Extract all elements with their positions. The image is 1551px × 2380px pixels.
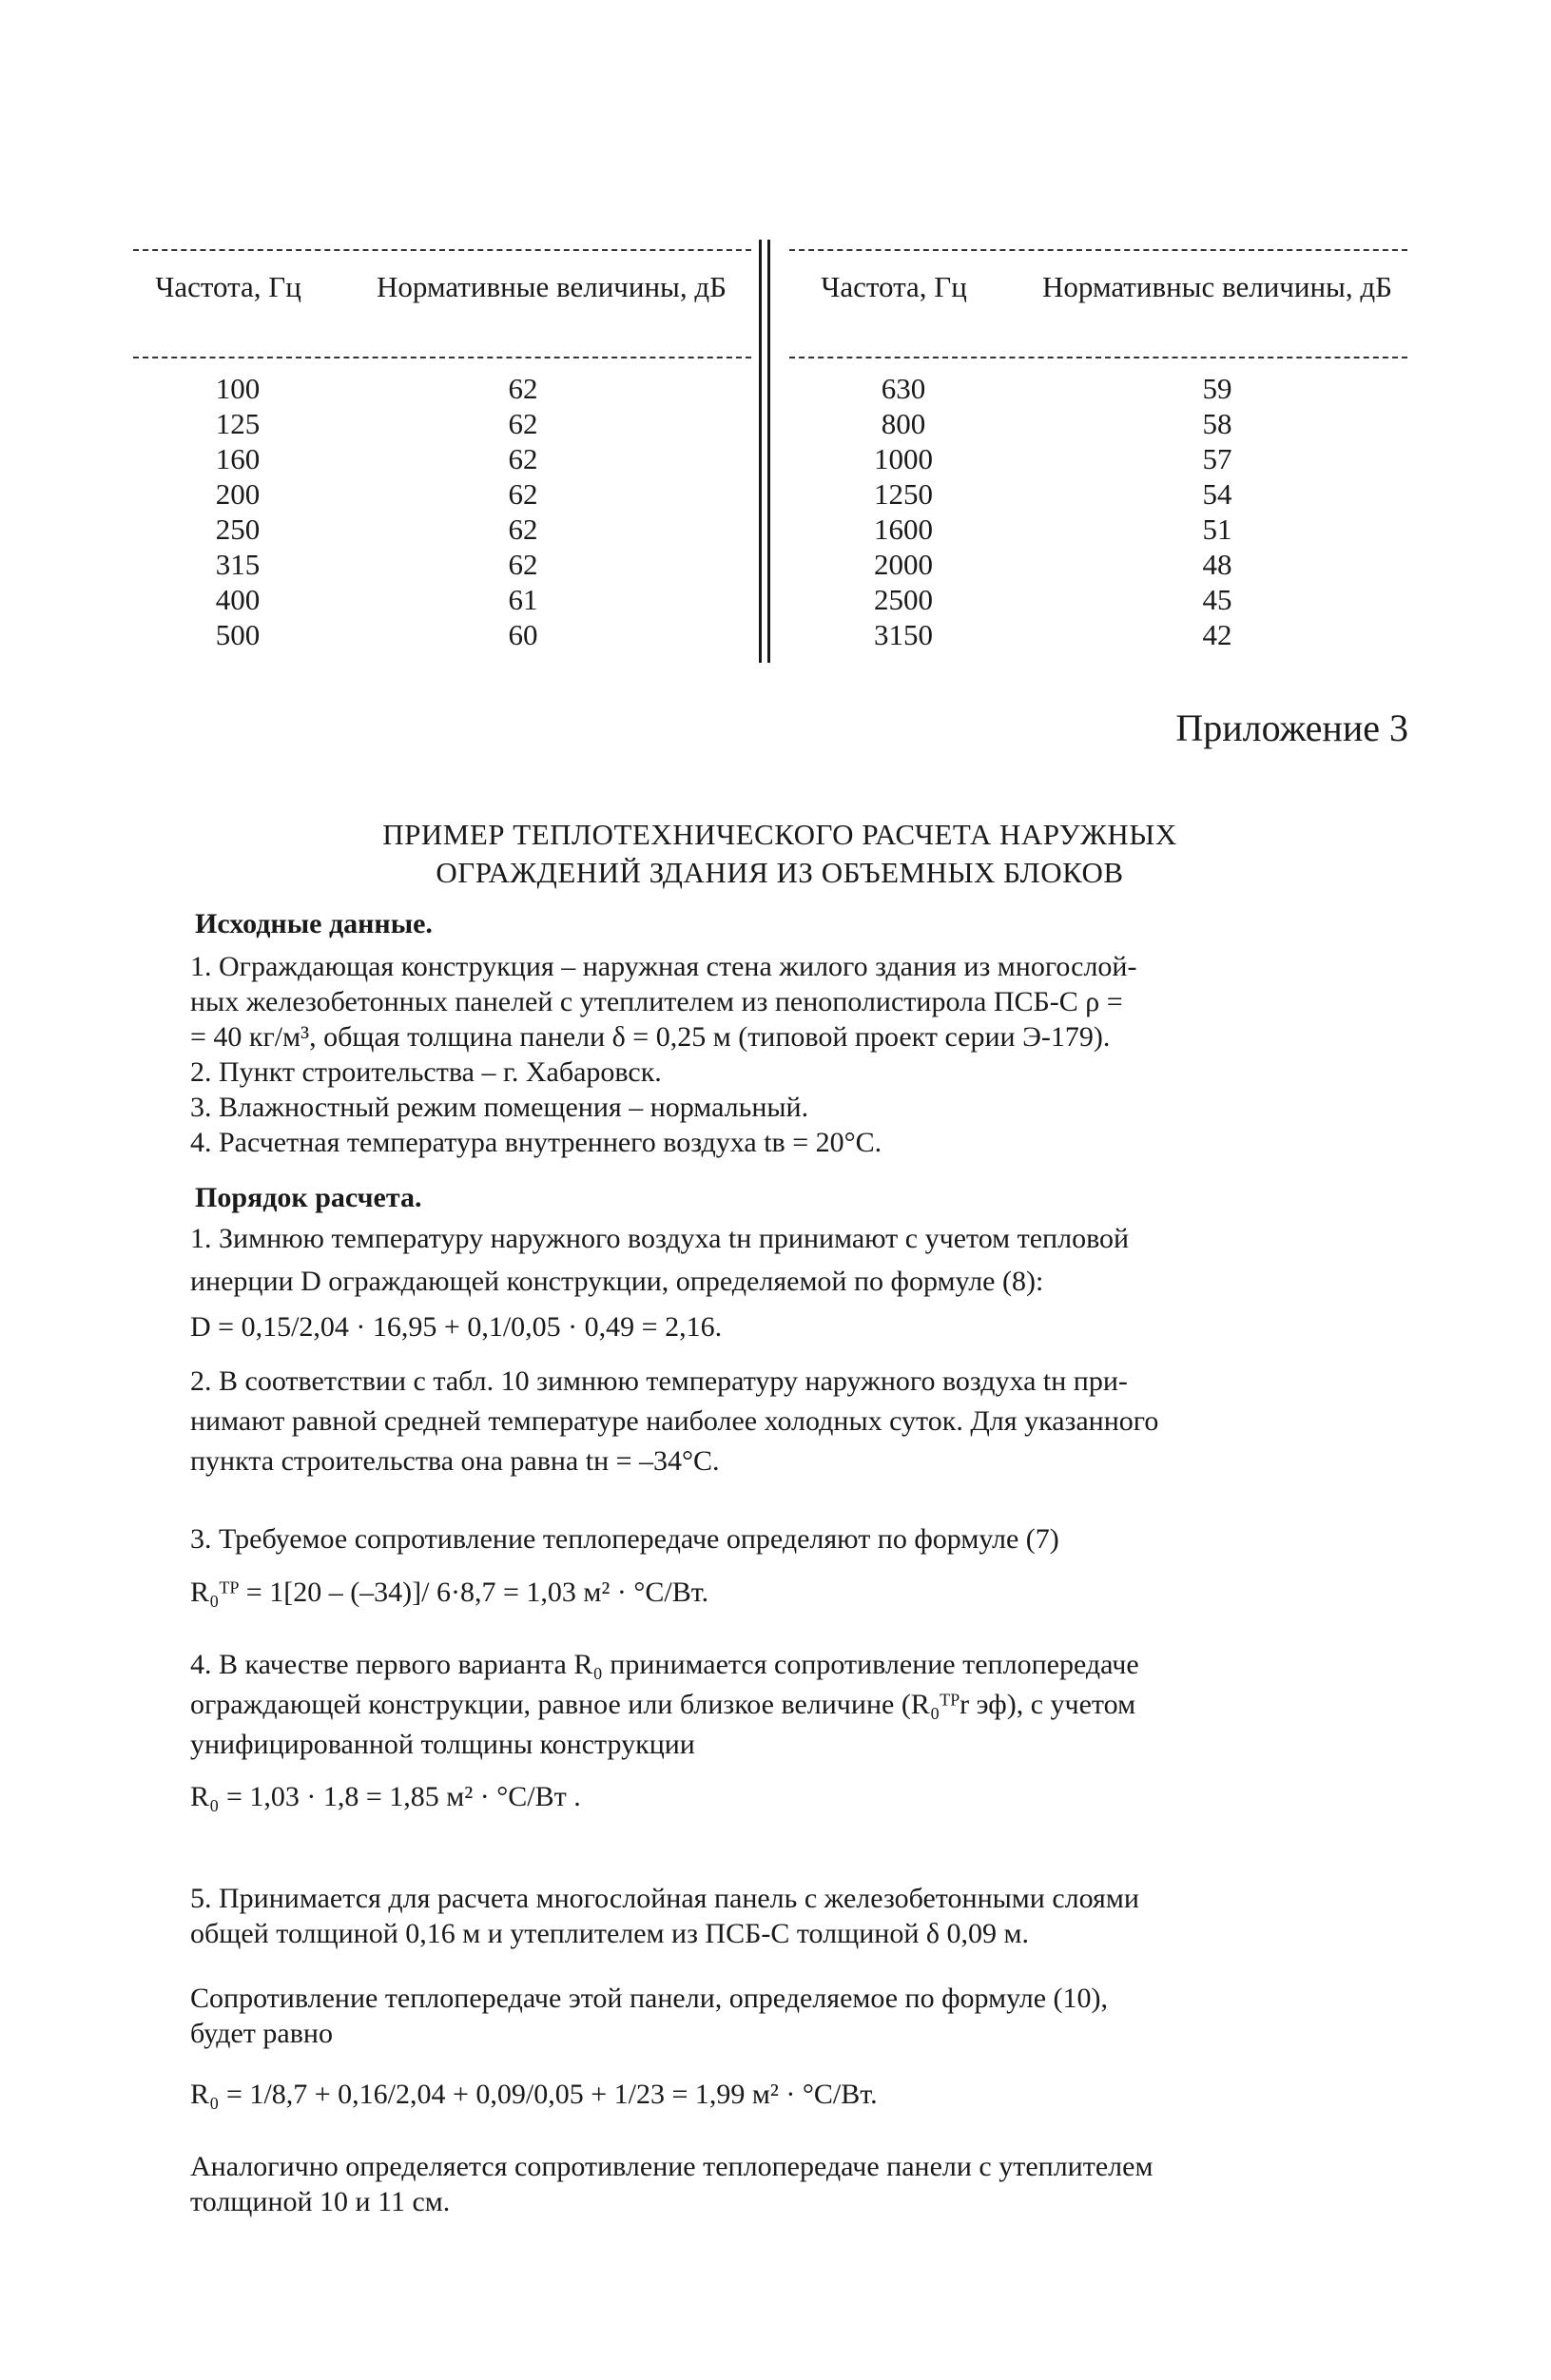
table-cell: 125 xyxy=(215,407,261,440)
list-item: 1. Ограждающая конструкция – наружная стена жилого здания из многослой- xyxy=(190,951,1137,982)
table-cell: 1000 xyxy=(874,442,933,475)
text-line: 2. В соответствии с табл. 10 зимнюю температуру наружного воздуха tн при- xyxy=(190,1365,1128,1397)
list-item: ных железобетонных панелей с утеплителем из пенополистирола ПСБ-С ρ = xyxy=(190,986,1123,1017)
table-cell: 500 xyxy=(215,618,261,651)
appendix-label: Приложение 3 xyxy=(1175,706,1408,749)
table-cell: 800 xyxy=(881,407,926,440)
table-header-rule xyxy=(133,357,751,358)
text-line: пункта строительства она равна tн = –34°С. xyxy=(190,1445,720,1477)
table-top-rule xyxy=(133,249,751,251)
table-cell: 2000 xyxy=(874,548,933,581)
table-cell: 59 xyxy=(1202,372,1232,405)
text-line: 5. Принимается для расчета многослойная панель с железобетонными слоями xyxy=(190,1883,1139,1914)
table-cell: 1250 xyxy=(874,477,933,511)
table-cell: 1600 xyxy=(874,513,933,546)
table-cell: 3150 xyxy=(874,618,933,651)
table-cell: 2500 xyxy=(874,583,933,616)
list-item: 2. Пункт строительства – г. Хабаровск. xyxy=(190,1056,662,1088)
table-cell: 250 xyxy=(215,513,261,546)
table-cell: 315 xyxy=(215,548,261,581)
text-line: Аналогично определяется сопротивление теплопередаче панели с утеплителем xyxy=(190,2151,1154,2182)
text-line: толщиной 10 и 11 см. xyxy=(190,2186,451,2217)
table-cell: 42 xyxy=(1202,618,1232,651)
formula-r0-panel: R₀ = 1/8,7 + 0,16/2,04 + 0,09/0,05 + 1/23 = 1,99 м² · °С/Вт. xyxy=(190,2079,878,2110)
norms-table xyxy=(133,240,1407,663)
calc-step-1 xyxy=(190,1217,1407,1303)
table-header-rule xyxy=(789,357,1407,358)
header-frequency: Частота, Гц xyxy=(155,270,301,303)
table-cell: 100 xyxy=(215,372,261,405)
text-line: общей толщиной 0,16 м и утеплителем из ПСБ-С толщиной δ 0,09 м. xyxy=(190,1918,1030,1949)
text-line: нимают равной средней температуре наиболее холодных суток. Для указанного xyxy=(190,1405,1159,1437)
section-title xyxy=(190,816,1369,892)
calc-step-2 xyxy=(190,1362,1407,1481)
formula-d: D = 0,15/2,04 · 16,95 + 0,1/0,05 · 0,49 = 2,16. xyxy=(190,1311,723,1343)
text-line: ограждающей конструкции, равное или близкое величине (R₀ᵀᴾr эф), с учетом xyxy=(190,1689,1136,1720)
calc-step-7 xyxy=(190,2149,1407,2219)
table-cell: 62 xyxy=(508,548,538,581)
formula-rtr: R₀ᵀᴾ = 1[20 – (–34)]/ 6·8,7 = 1,03 м² · °С/Вт. xyxy=(190,1577,709,1608)
header-norm-values: Нормативныс величины, дБ xyxy=(1042,270,1392,303)
frequency-column xyxy=(832,371,975,652)
table-cell: 62 xyxy=(508,442,538,475)
table-cell: 630 xyxy=(881,372,926,405)
table-cell: 48 xyxy=(1202,548,1232,581)
text-line: 1. Зимнюю температуру наружного воздуха tн принимают с учетом тепловой xyxy=(190,1223,1130,1254)
table-cell: 62 xyxy=(508,513,538,546)
text-line: 4. В качестве первого варианта R₀ принимается сопротивление теплопередаче xyxy=(190,1649,1139,1680)
table-cell: 62 xyxy=(508,372,538,405)
text-line: Сопротивление теплопередаче этой панели, определяемое по формуле (10), xyxy=(190,1983,1109,2014)
text-line: будет равно xyxy=(190,2018,333,2049)
source-data-heading: Исходные данные. xyxy=(195,908,433,939)
table-cell: 54 xyxy=(1202,477,1232,511)
table-cell: 57 xyxy=(1202,442,1232,475)
table-cell: 62 xyxy=(508,407,538,440)
list-item: = 40 кг/м³, общая толщина панели δ = 0,25 м (типовой проект серии Э-179). xyxy=(190,1021,1111,1053)
table-cell: 51 xyxy=(1202,513,1232,546)
table-cell: 61 xyxy=(508,583,538,616)
text-line: унифицированной толщины конструкции xyxy=(190,1729,695,1760)
header-frequency: Частота, Гц xyxy=(821,270,967,303)
title-line: ПРИМЕР ТЕПЛОТЕХНИЧЕСКОГО РАСЧЕТА НАРУЖНЫХ xyxy=(382,818,1177,851)
norm-column xyxy=(1141,371,1293,652)
table-cell: 45 xyxy=(1202,583,1232,616)
calc-step-4 xyxy=(190,1645,1407,1765)
source-data-list xyxy=(190,949,1407,1160)
table-cell: 58 xyxy=(1202,407,1232,440)
table-cell: 62 xyxy=(508,477,538,511)
list-item: 3. Влажностный режим помещения – нормальный. xyxy=(190,1092,809,1123)
table-left-half xyxy=(133,240,751,663)
calculation-heading: Порядок расчета. xyxy=(195,1182,422,1213)
header-norm-values: Нормативные величины, дБ xyxy=(377,270,727,303)
list-item: 4. Расчетная температура внутреннего воздуха tв = 20°С. xyxy=(190,1127,882,1158)
table-right-half xyxy=(789,240,1407,663)
calc-step-3 xyxy=(190,1521,1407,1557)
calc-step-5 xyxy=(190,1881,1407,1951)
table-cell: 60 xyxy=(508,618,538,651)
title-line: ОГРАЖДЕНИЙ ЗДАНИЯ ИЗ ОБЪЕМНЫХ БЛОКОВ xyxy=(436,856,1124,889)
formula-r0-first: R₀ = 1,03 · 1,8 = 1,85 м² · °С/Вт . xyxy=(190,1781,581,1812)
frequency-column xyxy=(171,371,304,652)
table-cell: 400 xyxy=(215,583,261,616)
table-cell: 160 xyxy=(215,442,261,475)
text-line: 3. Требуемое сопротивление теплопередаче определяют по формуле (7) xyxy=(190,1523,1059,1555)
table-cell: 200 xyxy=(215,477,261,511)
calc-step-6 xyxy=(190,1981,1407,2051)
text-line: инерции D ограждающей конструкции, определяемой по формуле (8): xyxy=(190,1266,1044,1297)
table-top-rule xyxy=(789,249,1407,251)
norm-column xyxy=(447,371,599,652)
table-double-divider xyxy=(759,240,770,663)
